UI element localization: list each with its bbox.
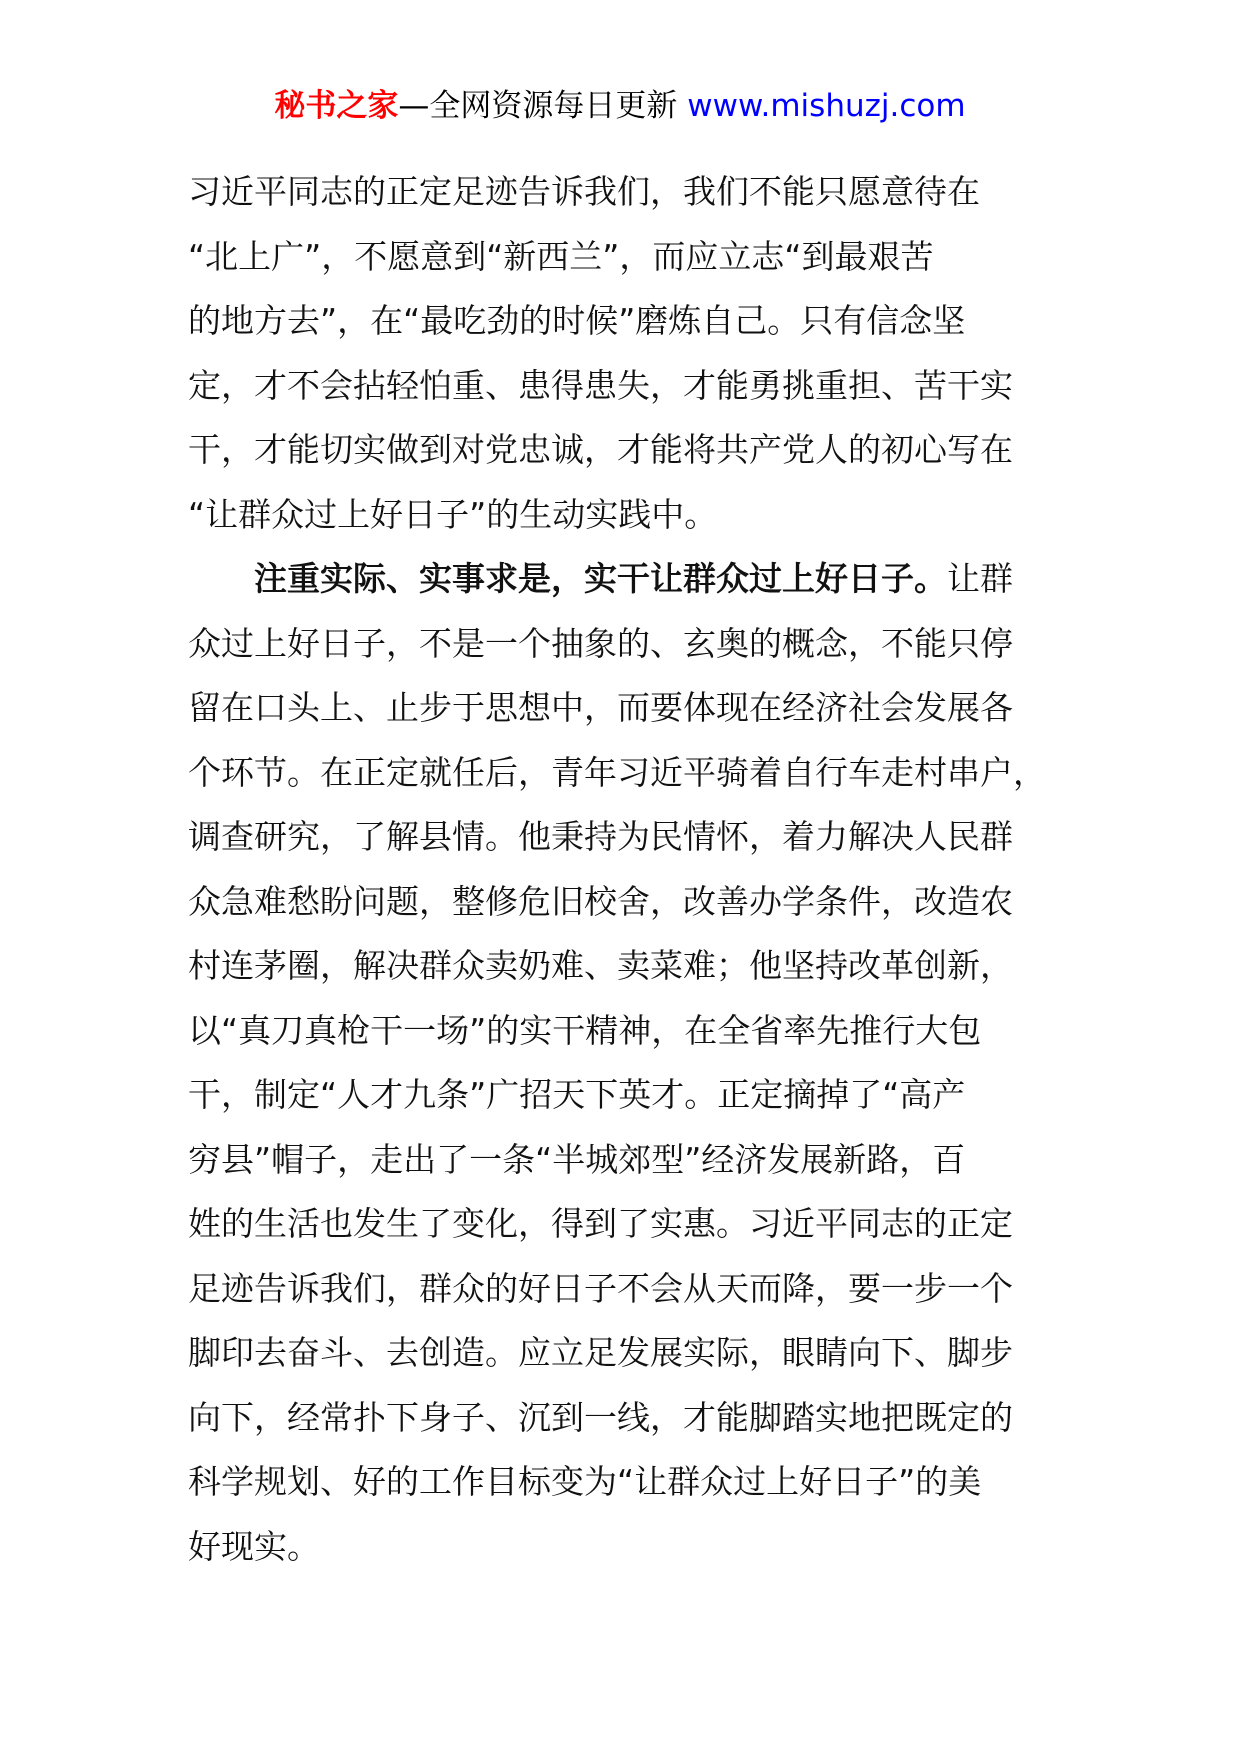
paragraph-1 bbox=[188, 160, 1048, 547]
text-line: 众过上好日子，不是一个抽象的、玄奥的概念，不能只停 bbox=[188, 623, 1013, 663]
first-line-rest: 让群 bbox=[947, 559, 1013, 598]
text-line: 村连茅圈，解决群众卖奶难、卖菜难；他坚持改革创新， bbox=[188, 946, 1013, 985]
text-line: 留在口头上、止步于思想中，而要体现在经济社会发展各 bbox=[188, 688, 1013, 727]
paragraph-2-first-line bbox=[188, 547, 1048, 612]
text-line: 姓的生活也发生了变化，得到了实惠。习近平同志的正定 bbox=[188, 1204, 1013, 1243]
text-line: 脚印去奋斗、去创造。应立足发展实际，眼睛向下、脚步 bbox=[188, 1333, 1013, 1372]
text-line: 定，才不会拈轻怕重、患得患失，才能勇挑重担、苦干实 bbox=[188, 365, 1013, 405]
text-line: 好现实。 bbox=[188, 1526, 320, 1566]
site-url-link[interactable]: www.mishuzj.com bbox=[687, 88, 966, 124]
text-line: 向下，经常扑下身子、沉到一线，才能脚踏实地把既定的 bbox=[188, 1397, 1013, 1437]
text-line: 习近平同志的正定足迹告诉我们，我们不能只愿意待在 bbox=[188, 172, 980, 211]
paragraph-heading: 注重实际、实事求是，实干让群众过上好日子。 bbox=[254, 559, 947, 598]
text-line: 干，才能切实做到对党忠诚，才能将共产党人的初心写在 bbox=[188, 430, 1013, 469]
page-header bbox=[0, 84, 1240, 128]
text-line: 穷县”帽子，走出了一条“半城郊型”经济发展新路，百 bbox=[188, 1139, 966, 1179]
text-line: 的地方去”，在“最吃劲的时候”磨炼自己。只有信念坚 bbox=[188, 301, 966, 340]
text-line: 以“真刀真枪干一场”的实干精神，在全省率先推行大包 bbox=[188, 1010, 982, 1050]
paragraph-2 bbox=[188, 547, 1048, 1579]
text-line: 科学规划、好的工作目标变为“让群众过上好日子”的美 bbox=[188, 1462, 982, 1501]
text-line: 调查研究，了解县情。他秉持为民情怀，着力解决人民群 bbox=[188, 817, 1013, 856]
header-tagline: —全网资源每日更新 bbox=[398, 88, 688, 124]
text-line: “北上广”，不愿意到“新西兰”，而应立志“到最艰苦 bbox=[188, 236, 934, 276]
document-body bbox=[188, 160, 1048, 1579]
text-line: 干，制定“人才九条”广招天下英才。正定摘掉了“高产 bbox=[188, 1075, 966, 1114]
text-line: 众急难愁盼问题，整修危旧校舍，改善办学条件，改造农 bbox=[188, 881, 1013, 921]
text-line: 足迹告诉我们，群众的好日子不会从天而降，要一步一个 bbox=[188, 1268, 1013, 1308]
brand-name: 秘书之家 bbox=[274, 88, 399, 124]
text-line: 个环节。在正定就任后，青年习近平骑着自行车走村串户， bbox=[188, 752, 1046, 792]
text-line: “让群众过上好日子”的生动实践中。 bbox=[188, 494, 718, 534]
